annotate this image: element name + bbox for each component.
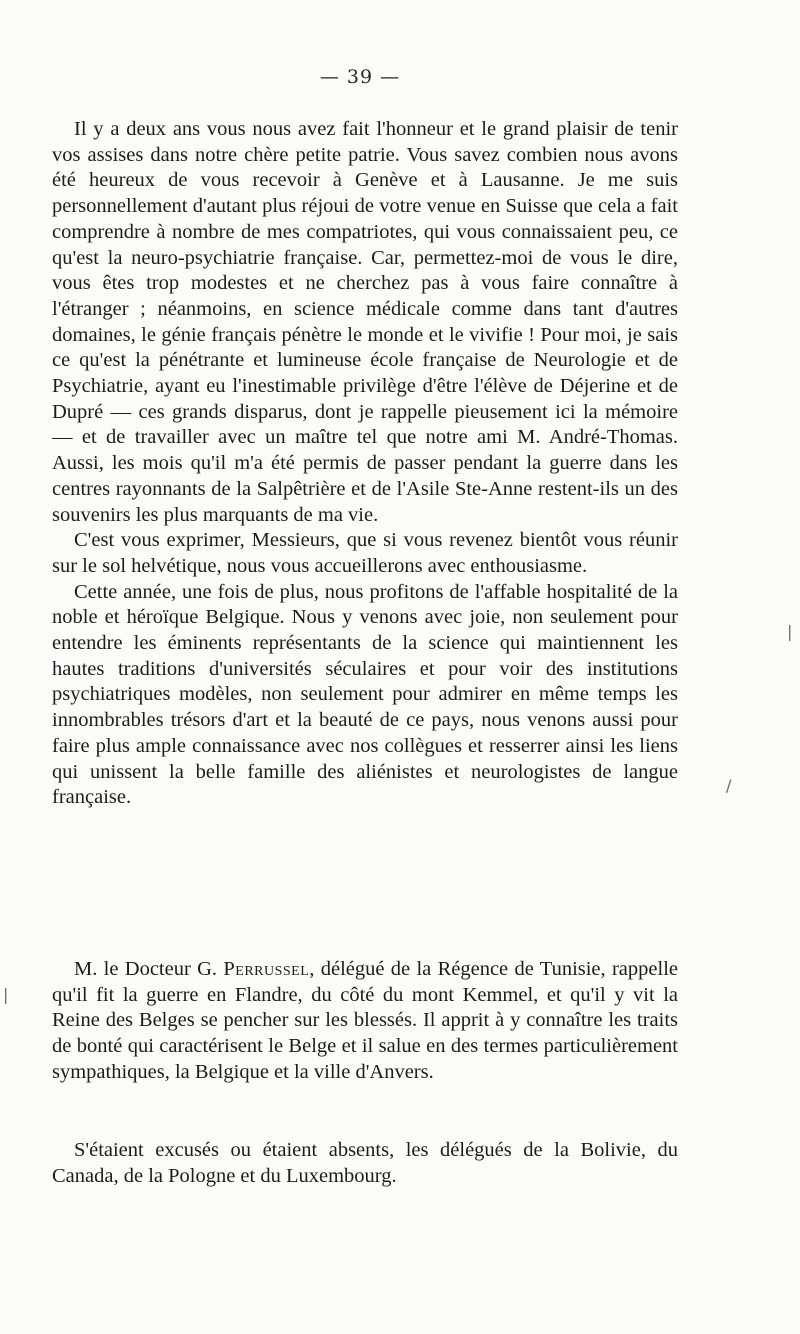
paragraph: Il y a deux ans vous nous avez fait l'honneur et le grand plaisir de tenir vos assises dans notre chère petite patrie. Vous savez combien nous avons été heureux de vous recevoir à Genève et à Lausanne. Je me suis personnellement d'autant plus réjoui de votre venue en Suisse que cela a fait comprendre à nombre de mes compatriotes, qui vous connaissaient peu, ce qu'est la neuro-psychiatrie française. Car, permettez-moi de vous le dire, vous êtes trop modestes et ne cherchez pas à vous faire connaître à l'étranger ; néanmoins, en science médicale comme dans tant d'autres domaines, le génie français pénètre le monde et le vivifie ! Pour moi, je sais ce qu'est la pénétrante et lumineuse école française de Neurologie et de Psychiatrie, ayant eu l'inestimable privilège d'être l'élève de Déjerine et de Dupré — ces grands disparus, dont je rappelle pieusement ici la mémoire — et de travailler avec un maître tel que notre ami M. André-Thomas. Aussi, les mois qu'il m'a été permis de passer pendant la guerre dans les centres rayonnants de la Salpêtrière et de l'Asile Ste-Anne restent-ils un des souvenirs les plus marquants de ma vie. bbox=[52, 118, 678, 526]
text-section-absent bbox=[52, 1138, 678, 1189]
paragraph: S'étaient excusés ou étaient absents, les délégués de la Bolivie, du Canada, de la Pologne et du Luxembourg. bbox=[52, 1139, 678, 1187]
margin-mark: | bbox=[3, 985, 9, 1004]
margin-mark: | bbox=[787, 622, 793, 641]
text-section-speech bbox=[52, 117, 678, 811]
text-run: , délégué de la Régence de Tunisie, rappelle qu'il fit la guerre en Flandre, du côté du mont Kemmel, et qu'il y vit la Reine des Belges se pencher sur les blessés. Il apprit à y connaître les traits de bonté qui caractérisent le Belge et il salue en des termes particulièrement sympathiques, la Belgique et la ville d'Anvers. bbox=[52, 958, 678, 1083]
paragraph bbox=[52, 957, 678, 1086]
paragraph: Cette année, une fois de plus, nous profitons de l'affable hospitalité de la noble et héroïque Belgique. Nous y venons avec joie, non seulement pour entendre les éminents représentants de la science qui maintiennent les hautes traditions d'universités séculaires et pour voir des institutions psychiatriques modèles, non seulement pour admirer en même temps les innombrables trésors d'art et la beauté de ce pays, nous venons aussi pour faire plus ample connaissance avec nos collègues et resserrer ainsi les liens qui unissent la belle famille des aliénistes et neurologistes de langue française. bbox=[52, 580, 678, 809]
paragraph: C'est vous exprimer, Messieurs, que si vous revenez bientôt vous réunir sur le sol helvétique, nous vous accueillerons avec enthousiasme. bbox=[52, 529, 678, 577]
margin-mark: / bbox=[726, 776, 732, 795]
page-number: — 39 — bbox=[319, 66, 401, 88]
text-section-perrussel bbox=[52, 957, 678, 1086]
text-run: M. le Docteur G. bbox=[74, 958, 224, 980]
speaker-name: Perrussel bbox=[223, 958, 310, 980]
